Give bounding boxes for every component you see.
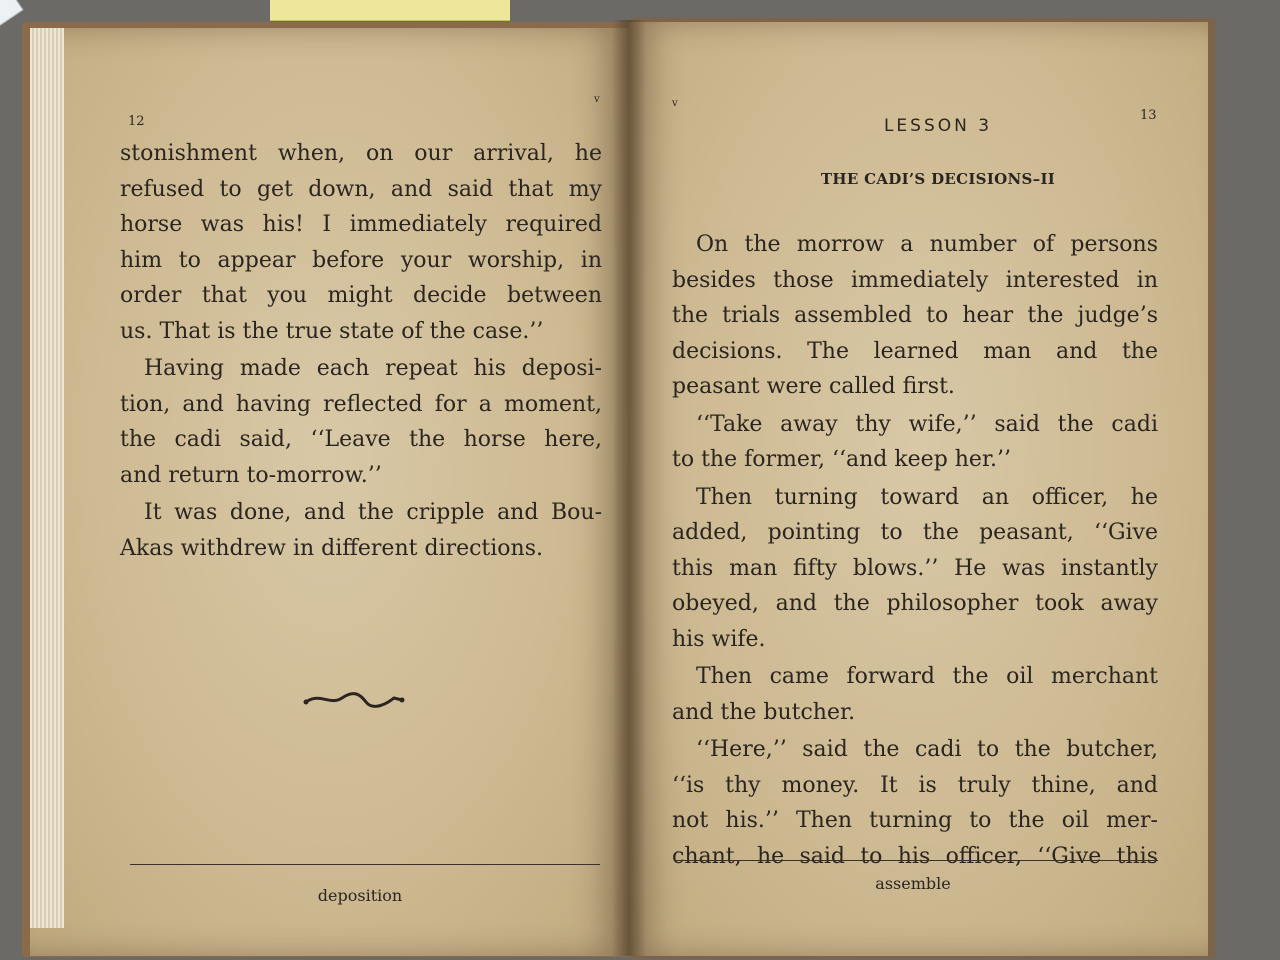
text-line: decisions. The learned man and the	[672, 338, 1158, 364]
left-page-number: 12	[128, 114, 145, 129]
text-line: besides those immediately interested in	[672, 267, 1158, 293]
text-line: refused to get down, and said that my	[120, 176, 602, 202]
text-line: him to appear before your worship, in	[120, 247, 602, 273]
chapter-subtitle: THE CADI’S DECISIONS–II	[820, 170, 1056, 188]
left-page-marker: v	[594, 94, 600, 105]
text-line: peasant were called first.	[672, 374, 955, 399]
text-line: stonishment when, on our arrival, he	[120, 141, 602, 166]
text-line: to the former, ‘‘and keep her.’’	[672, 447, 1012, 472]
text-line: It was done, and the cripple and Bou-	[144, 500, 602, 525]
text-line: ‘‘Take away thy wife,’’ said the cadi	[696, 411, 1158, 437]
right-page-marker: v	[672, 98, 678, 109]
right-page	[628, 22, 1208, 956]
left-page-body	[120, 136, 602, 566]
bookmark-ribbon	[0, 0, 23, 168]
text-line: his wife.	[672, 626, 766, 652]
right-page-number: 13	[1140, 108, 1157, 123]
text-line: added, pointing to the peasant, ‘‘Give	[672, 520, 1158, 545]
ornament-flourish-icon	[302, 688, 408, 712]
text-line: not his.’’ Then turning to the oil mer-	[672, 808, 1158, 833]
text-line: ‘‘Here,’’ said the cadi to the butcher,	[696, 737, 1158, 762]
right-page-body	[672, 227, 1158, 874]
text-line: chant, he said to his officer, ‘‘Give this	[672, 843, 1158, 869]
text-line: and the butcher.	[672, 699, 856, 725]
text-line: horse was his! I immediately required	[120, 212, 602, 237]
text-line: obeyed, and the philosopher took away	[672, 591, 1158, 616]
left-vocab-word: deposition	[317, 886, 403, 905]
left-page	[30, 28, 628, 956]
book-gutter	[612, 20, 646, 956]
left-footer-rule	[130, 864, 600, 865]
page-edges	[30, 28, 64, 928]
sticky-note-tab	[270, 0, 510, 21]
text-line: this man fifty blows.’’ He was instantly	[672, 555, 1158, 581]
text-line: On the morrow a number of persons	[696, 232, 1158, 257]
text-line: the trials assembled to hear the judge’s	[672, 303, 1158, 328]
text-line: the cadi said, ‘‘Leave the horse here,	[120, 427, 602, 452]
text-line: Then came forward the oil merchant	[696, 664, 1158, 689]
text-line: Having made each repeat his deposi-	[144, 356, 602, 381]
text-line: and return to-morrow.’’	[120, 462, 382, 488]
text-line: Then turning toward an officer, he	[696, 484, 1158, 510]
text-line: ‘‘is thy money. It is truly thine, and	[672, 772, 1158, 798]
text-line: us. That is the true state of the case.’’	[120, 318, 544, 344]
lesson-title: LESSON 3	[883, 116, 993, 136]
text-line: Akas withdrew in different directions.	[120, 535, 543, 561]
text-line: order that you might decide between	[120, 283, 602, 308]
right-footer-rule	[674, 860, 1158, 861]
text-line: tion, and having reflected for a moment,	[120, 391, 602, 417]
right-vocab-word: assemble	[875, 874, 951, 893]
